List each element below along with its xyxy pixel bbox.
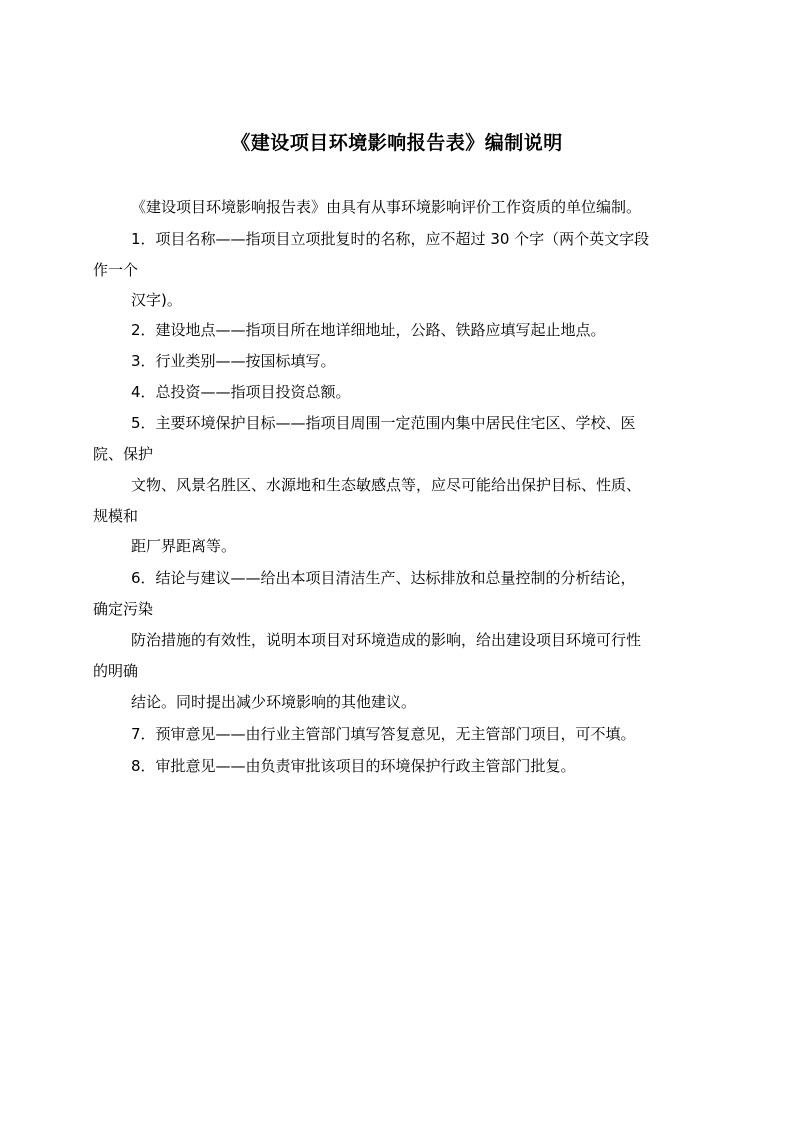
document-title: 《建设项目环境影响报告表》编制说明 <box>231 132 563 154</box>
item-1-line-1: 1．项目名称——指项目立项批复时的名称，应不超过 30 个字（两个英文字段 <box>131 230 650 248</box>
item-6-line-1: 6．结论与建议——给出本项目清洁生产、达标排放和总量控制的分析结论， <box>131 569 636 587</box>
item-6-line-5: 结论。同时提出减少环境影响的其他建议。 <box>131 693 417 711</box>
item-5-line-2: 院、保护 <box>93 445 154 463</box>
paragraph-intro: 《建设项目环境影响报告表》由具有从事环境影响评价工作资质的单位编制。 <box>131 198 642 216</box>
item-1-line-3: 汉字)。 <box>131 291 182 309</box>
item-5-line-4: 规模和 <box>93 507 139 525</box>
item-3: 3．行业类别——按国标填写。 <box>131 352 336 370</box>
item-5-line-3: 文物、风景名胜区、水源地和生态敏感点等，应尽可能给出保护目标、性质、 <box>131 476 642 494</box>
item-2: 2．建设地点——指项目所在地详细地址，公路、铁路应填写起止地点。 <box>131 321 606 339</box>
item-6-line-2: 确定污染 <box>93 600 154 618</box>
item-5-line-5: 距厂界距离等。 <box>131 537 237 555</box>
item-7: 7．预审意见——由行业主管部门填写答复意见，无主管部门项目，可不填。 <box>131 725 636 743</box>
item-5-line-1: 5．主要环境保护目标——指项目周围一定范围内集中居民住宅区、学校、医 <box>131 414 636 432</box>
item-8: 8．审批意见——由负责审批该项目的环境保护行政主管部门批复。 <box>131 757 576 775</box>
item-1-line-2: 作一个 <box>93 261 139 279</box>
item-6-line-3: 防治措施的有效性，说明本项目对环境造成的影响，给出建设项目环境可行性 <box>131 631 642 649</box>
item-4: 4．总投资——指项目投资总额。 <box>131 383 351 401</box>
item-6-line-4: 的明确 <box>93 662 139 680</box>
